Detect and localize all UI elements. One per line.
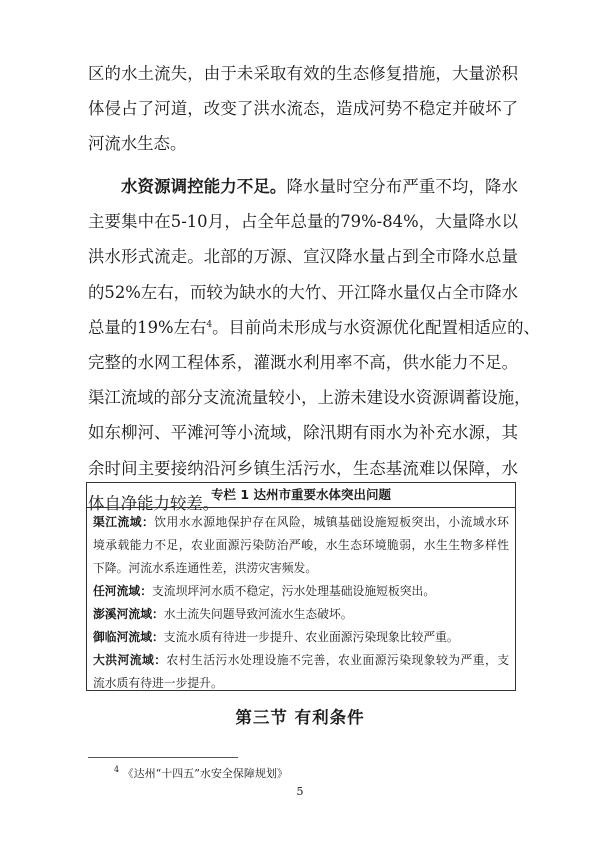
text-fragment: 总量的19%左右: [88, 317, 207, 337]
footnote-number: 4: [114, 765, 120, 774]
basin-text: 支流水质有待进一步提升、农业面源污染现象比较严重。: [163, 630, 459, 644]
basin-text: 水土流失问题导致河流水生态破坏。: [163, 607, 353, 621]
box-line: [93, 649, 509, 672]
box-line: [93, 511, 509, 534]
text-line: 余时间主要接纳沿河乡镇生活污水，生态基流难以保障，水: [88, 458, 518, 478]
text-line: 完整的水网工程体系，灌溉水利用率不高，供水能力不足。: [88, 352, 518, 372]
text-line: 体自净能力较差。: [88, 493, 220, 513]
text-line: 区的水土流失，由于未采取有效的生态修复措施，大量淤积: [88, 64, 518, 83]
text-fragment: 降水量时空分布严重不均，降水: [286, 177, 519, 196]
text-line: 的52%左右，而较为缺水的大竹、开江降水量仅占全市降水: [88, 282, 518, 302]
footnote-text: 《达州“十四五”水安全保障规划》: [122, 767, 288, 780]
column-box: [86, 482, 516, 691]
text-line: 如东柳河、平滩河等小流域，除汛期有雨水为补充水源，其: [88, 423, 518, 443]
text-line: 渠江流域的部分支流流量较小，上游未建设水资源调蓄设施，: [88, 388, 531, 408]
box-line: 流水质有待进一步提升。: [93, 676, 223, 690]
basin-label: 大洪河流域：: [93, 653, 167, 667]
text-line: 河流水生态。: [88, 134, 187, 154]
page-number: 5: [296, 785, 304, 798]
column-box-title: 专栏 1 达州市重要水体突出问题: [87, 483, 515, 508]
footnote-divider: [88, 757, 238, 758]
basin-label: 澎溪河流域：: [93, 607, 164, 621]
basin-label: 御临河流域：: [93, 630, 164, 644]
text-line: [88, 169, 518, 204]
section-title: 第三节 有利条件: [235, 708, 365, 727]
column-box-body: [87, 508, 515, 695]
paragraph-water-regulation: [88, 169, 540, 521]
box-line: [93, 580, 509, 603]
basin-text: 饮用水水源地保护存在风险，城镇基础设施短板突出，小流域水环: [154, 515, 509, 529]
text-line: 主要集中在5-10月，占全年总量的79%-84%，大量降水以: [88, 212, 518, 232]
basin-text: 支流坝坪河水质不稳定，污水处理基础设施短板突出。: [152, 584, 436, 598]
text-line: [88, 310, 540, 345]
paragraph-erosion: [88, 56, 518, 162]
box-line: [93, 603, 509, 626]
text-line: 洪水形式流走。北部的万源、宣汉降水量占到全市降水总量: [88, 247, 518, 267]
footnote: [114, 765, 288, 781]
text-fragment: 。目前尚未形成与水资源优化配置相适应的、: [212, 317, 540, 337]
box-line: 境承载能力不足，农业面源污染防治严峻，水生态环境脆弱，水生生物多样性: [93, 538, 509, 552]
box-line: [93, 626, 509, 649]
box-line: 下降。河流水系连通性差，洪涝灾害频发。: [93, 561, 318, 575]
text-line: 体侵占了河道，改变了洪水流态，造成河势不稳定并破坏了: [88, 99, 518, 119]
paragraph-heading: 水资源调控能力不足。: [121, 177, 287, 196]
basin-label: 渠江流域：: [93, 515, 155, 529]
footnote-marker[interactable]: 4: [206, 319, 213, 330]
basin-text: 农村生活污水处理设施不完善，农业面源污染现象较为严重，支: [166, 653, 509, 667]
basin-label: 任河流域：: [93, 584, 152, 598]
